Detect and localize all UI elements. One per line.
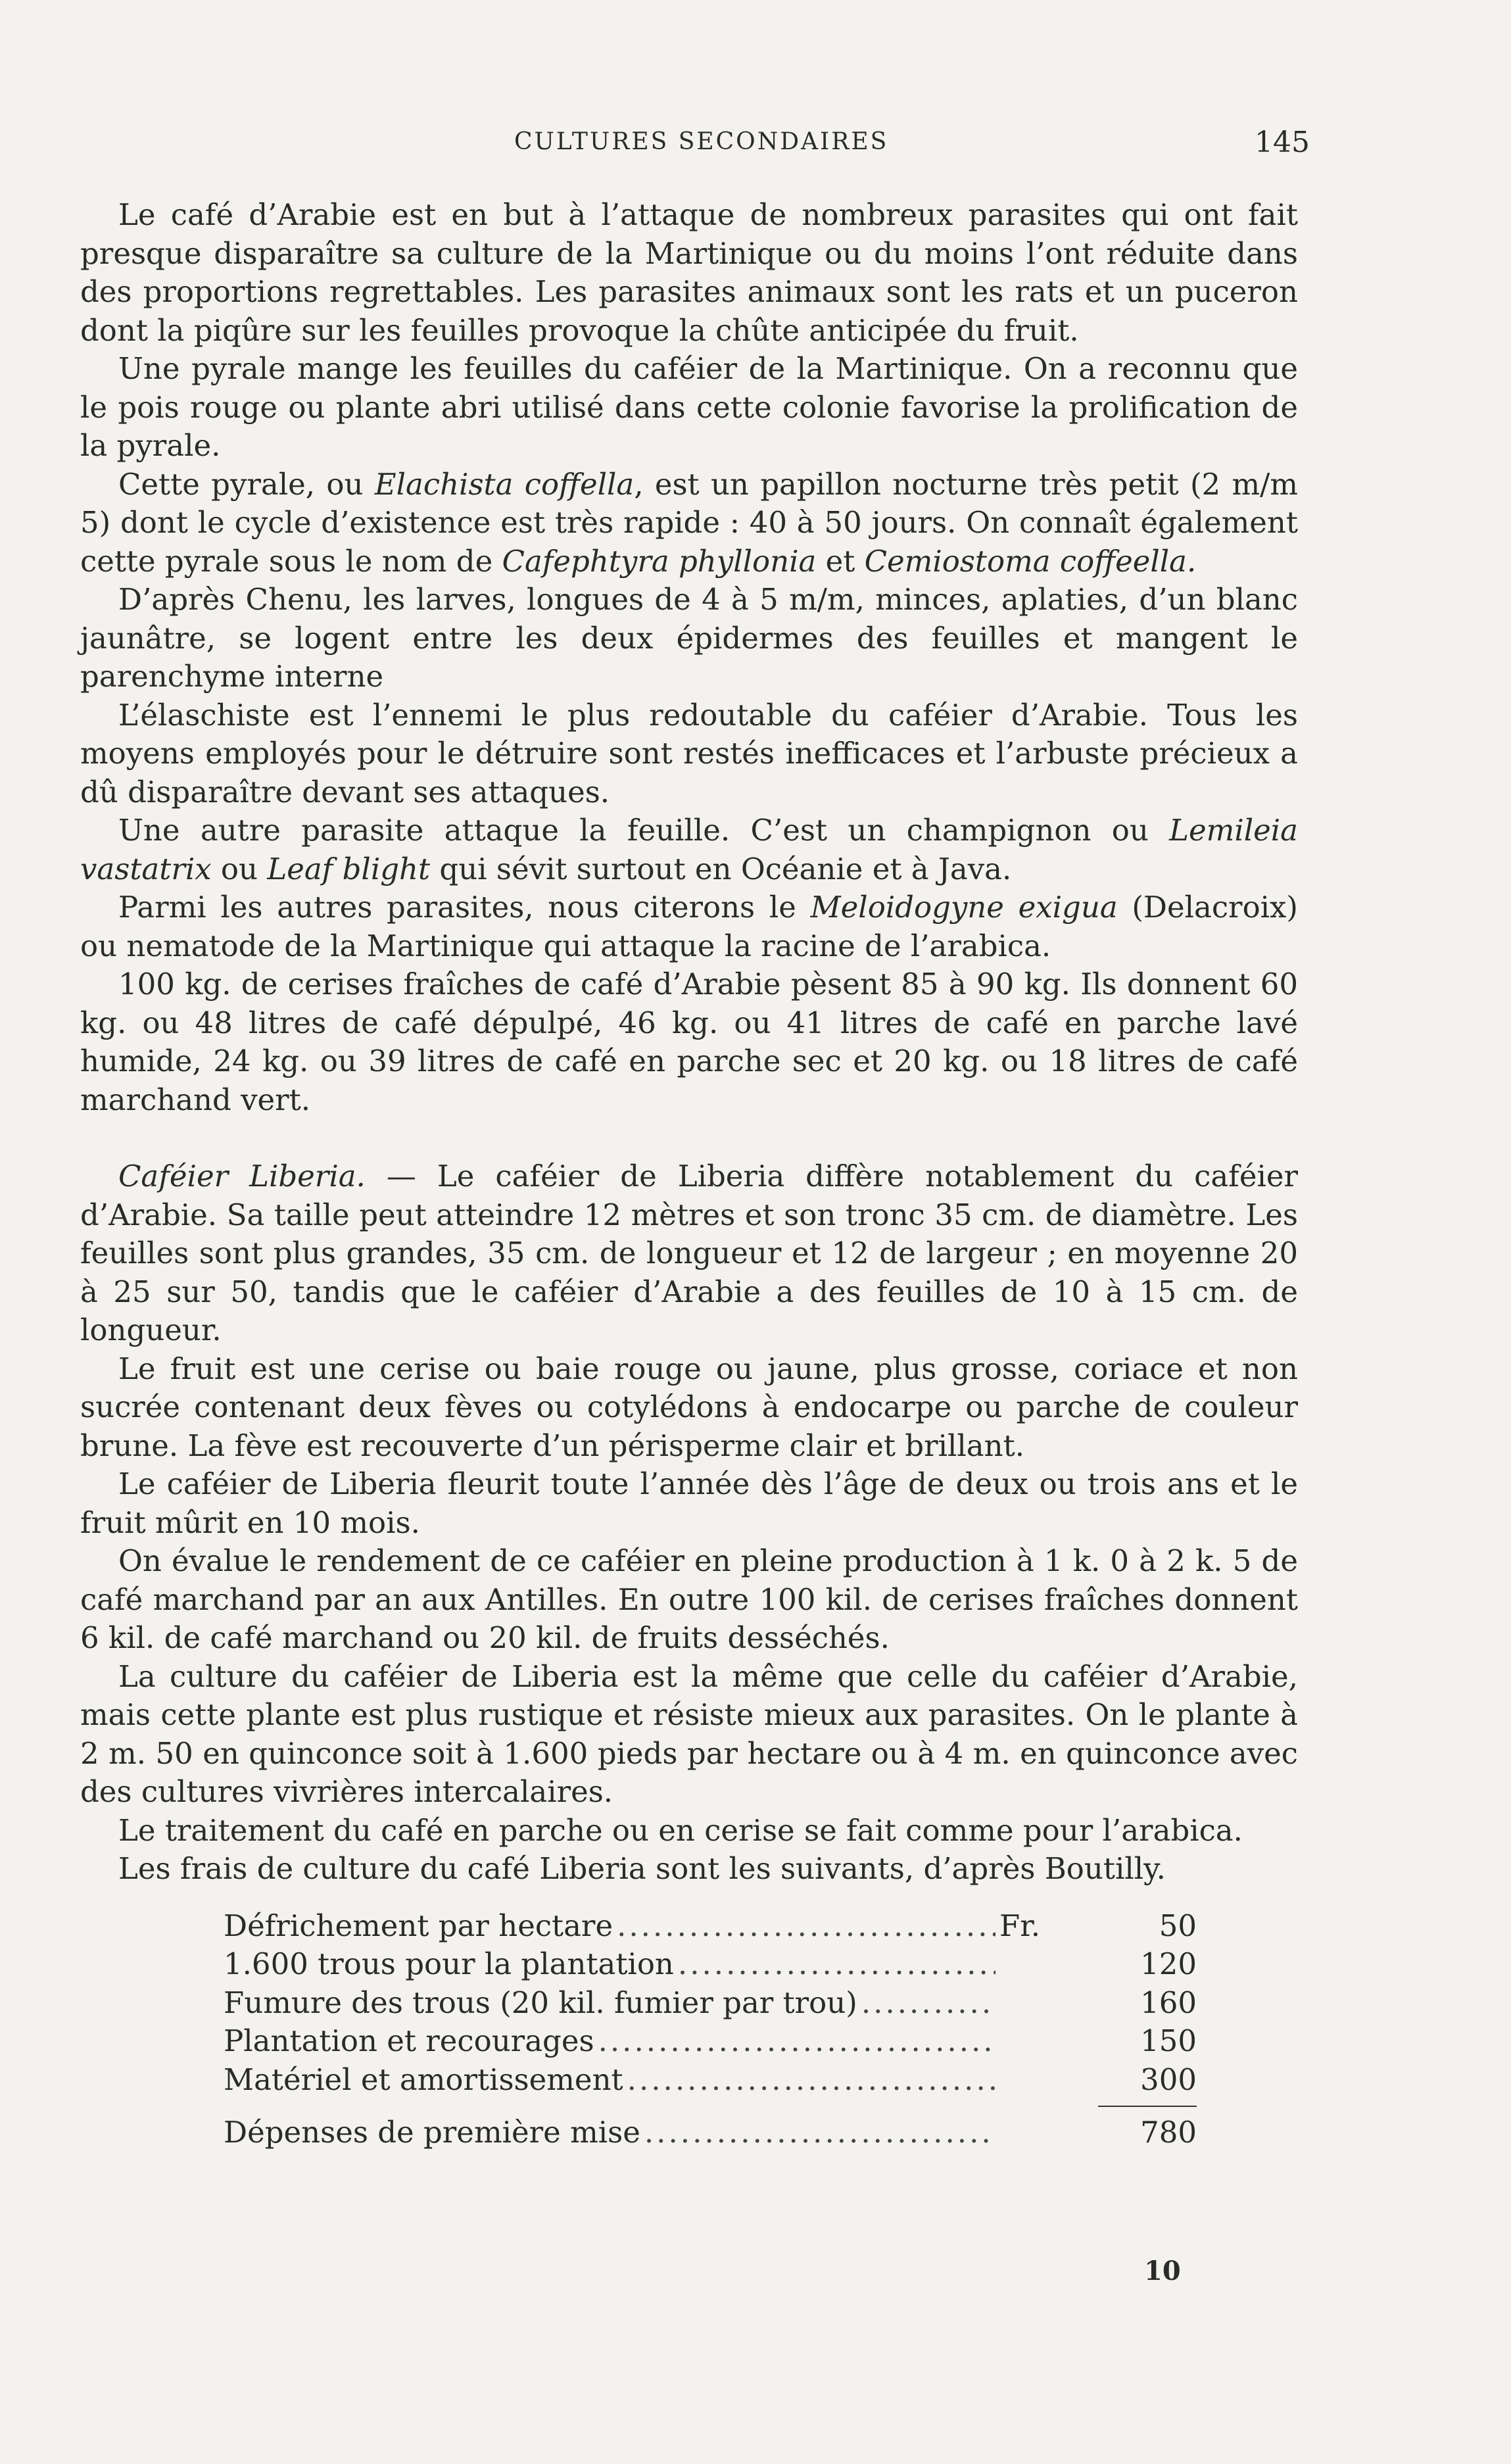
text-run: Le fruit est une cerise ou baie rouge ou jaune, plus grosse, coriace et non sucrée contenant deux fèves ou cotylédons à endocarpe ou parche de couleur brune. La fève est recouverte d’un périsperme clair et brillant. [80, 1351, 1298, 1463]
text-run: Les frais de culture du café Liberia sont les suivants, d’après Boutilly. [118, 1851, 1166, 1886]
italic-term: Leaf blight [267, 851, 431, 886]
text-run: 100 kg. de cerises fraîches de café d’Arabie pèsent 85 à 90 kg. Ils donnent 60 kg. ou 48 litres de café dépulpé, 46 kg. ou 41 litres de café en parche lavé humide, 24 kg. ou 39 litres de café en parche sec et 20 kg. ou 18 litres de café marchand vert. [80, 967, 1298, 1117]
cost-rows [224, 1907, 1197, 2100]
text-run: Une autre parasite attaque la feuille. C’est un champignon ou [118, 813, 1170, 848]
paragraph [80, 696, 1298, 812]
paragraph-list [80, 196, 1298, 1889]
text-run: D’après Chenu, les larves, longues de 4 à 5 m/m, minces, aplaties, d’un blanc jaunâtre, se logent entre les deux épidermes des feuilles et mangent le parenchyme interne [80, 582, 1298, 694]
paragraph [80, 1658, 1298, 1812]
paragraph [80, 1465, 1298, 1542]
paragraph [80, 1850, 1298, 1889]
paragraph [80, 1542, 1298, 1658]
cost-value: 150 [1140, 2023, 1197, 2058]
text-run: — Le caféier de Liberia diffère notablement du caféier d’Arabie. Sa taille peut atteindre 12 mètres et son tronc 35 cm. de diamètre. Les feuilles sont plus grandes, 35 cm. de longueur et 12 de largeur ; en moyenne 20 à 25 sur 50, tandis que le caféier d’Arabie a des feuilles de 10 à 15 cm. de longueur. [80, 1159, 1298, 1347]
cost-currency: Fr. [999, 1908, 1041, 1943]
cost-value: 160 [1140, 1985, 1197, 2020]
paragraph [80, 350, 1298, 466]
cost-label: Fumure des trous (20 kil. fumier par trou) [224, 1985, 857, 2020]
paragraph [80, 466, 1298, 581]
cost-total-value: 780 [1140, 2115, 1197, 2150]
paragraph [80, 1812, 1298, 1850]
cost-row [224, 1984, 1197, 2023]
italic-term: Elachista coffella [374, 466, 635, 502]
leader-dots [861, 1984, 995, 2023]
page-number: 145 [1255, 126, 1310, 159]
cost-label: Défrichement par hectare [224, 1908, 613, 1943]
leader-dots [678, 1945, 995, 1984]
paragraph [80, 965, 1298, 1119]
text-run: Cette pyrale, ou [118, 466, 375, 502]
text-run: On évalue le rendement de ce caféier en pleine production à 1 k. 0 à 2 k. 5 de café marchand par an aux Antilles. En outre 100 kil. de cerises fraîches donnent 6 kil. de café marchand ou 20 kil. de fruits desséchés. [80, 1543, 1298, 1655]
paragraph [80, 581, 1298, 696]
cost-value: 300 [1140, 2062, 1197, 2097]
cost-total-label: Dépenses de première mise [224, 2115, 640, 2150]
italic-term: Cemiostoma coffeella. [864, 543, 1197, 579]
cost-label: 1.600 trous pour la plantation [224, 1946, 674, 1981]
cost-row [224, 2061, 1197, 2100]
italic-term: Caféier Liberia. [118, 1159, 366, 1194]
text-run: (Delacroix) ou nematode de la Martinique qui attaque la racine de l’arabica. [80, 890, 1298, 963]
italic-term: Cafephtyra phyllonia [502, 543, 817, 579]
cost-total-row [224, 2114, 1197, 2152]
text-run: L’élaschiste est l’ennemi le plus redoutable du caféier d’Arabie. Tous les moyens employés pour le détruire sont restés inefficaces et l’arbuste précieux a dû disparaître devant ses attaques. [80, 697, 1298, 809]
cost-label: Plantation et recourages [224, 2023, 594, 2058]
signature-mark: 10 [1144, 2256, 1181, 2286]
text-run: La culture du caféier de Liberia est la même que celle du caféier d’Arabie, mais cette plante est plus rustique et résiste mieux aux parasites. On le plante à 2 m. 50 en quinconce soit à 1.600 pieds par hectare ou à 4 m. en quinconce avec des cultures vivrières intercalaires. [80, 1658, 1298, 1809]
cost-row [224, 1945, 1197, 1984]
paragraph [80, 196, 1298, 350]
text-run: Parmi les autres parasites, nous citerons le [118, 890, 811, 925]
text-run: ou [211, 851, 268, 886]
text-run: et [816, 543, 865, 579]
total-rule [1098, 2106, 1197, 2107]
text-run: Le traitement du café en parche ou en cerise se fait comme pour l’arabica. [118, 1812, 1243, 1848]
leader-dots [617, 1907, 995, 1946]
text-run: Le caféier de Liberia fleurit toute l’année dès l’âge de deux ou trois ans et le fruit mûrit en 10 mois. [80, 1466, 1298, 1540]
text-run: qui sévit surtout en Océanie et à Java. [430, 851, 1012, 886]
text-run: , est un papillon nocturne très petit (2 m/m 5) dont le cycle d’existence est très rapide : 40 à 50 jours. On connaît également cette pyrale sous le nom de [80, 466, 1298, 579]
leader-dots [598, 2022, 995, 2061]
cost-row [224, 2022, 1197, 2061]
body-text [80, 196, 1298, 2152]
paragraph [80, 888, 1298, 965]
paragraph [80, 1350, 1298, 1466]
cost-value: 50 [1159, 1908, 1197, 1943]
page-header [80, 128, 1310, 168]
cost-table [224, 1907, 1197, 2152]
italic-term: Lemileia vastatrix [80, 813, 1298, 886]
cost-row [224, 1907, 1197, 1946]
leader-dots [644, 2114, 995, 2152]
running-title: CULTURES SECONDAIRES [514, 128, 889, 155]
text-run: Une pyrale mange les feuilles du caféier de la Martinique. On a reconnu que le pois rouge ou plante abri utilisé dans cette colonie favorise la prolification de la pyrale. [80, 351, 1298, 463]
paragraph [80, 811, 1298, 888]
italic-term: Meloidogyne exigua [810, 890, 1118, 925]
cost-value: 120 [1140, 1946, 1197, 1981]
cost-label: Matériel et amortissement [224, 2062, 623, 2097]
text-run: Le café d’Arabie est en but à l’attaque de nombreux parasites qui ont fait presque disparaître sa culture de la Martinique ou du moins l’ont réduite dans des proportions regrettables. Les parasites animaux sont les rats et un puceron dont la piqûre sur les feuilles provoque la chûte anticipée du fruit. [80, 197, 1298, 348]
paragraph [80, 1157, 1298, 1350]
leader-dots [627, 2061, 995, 2100]
